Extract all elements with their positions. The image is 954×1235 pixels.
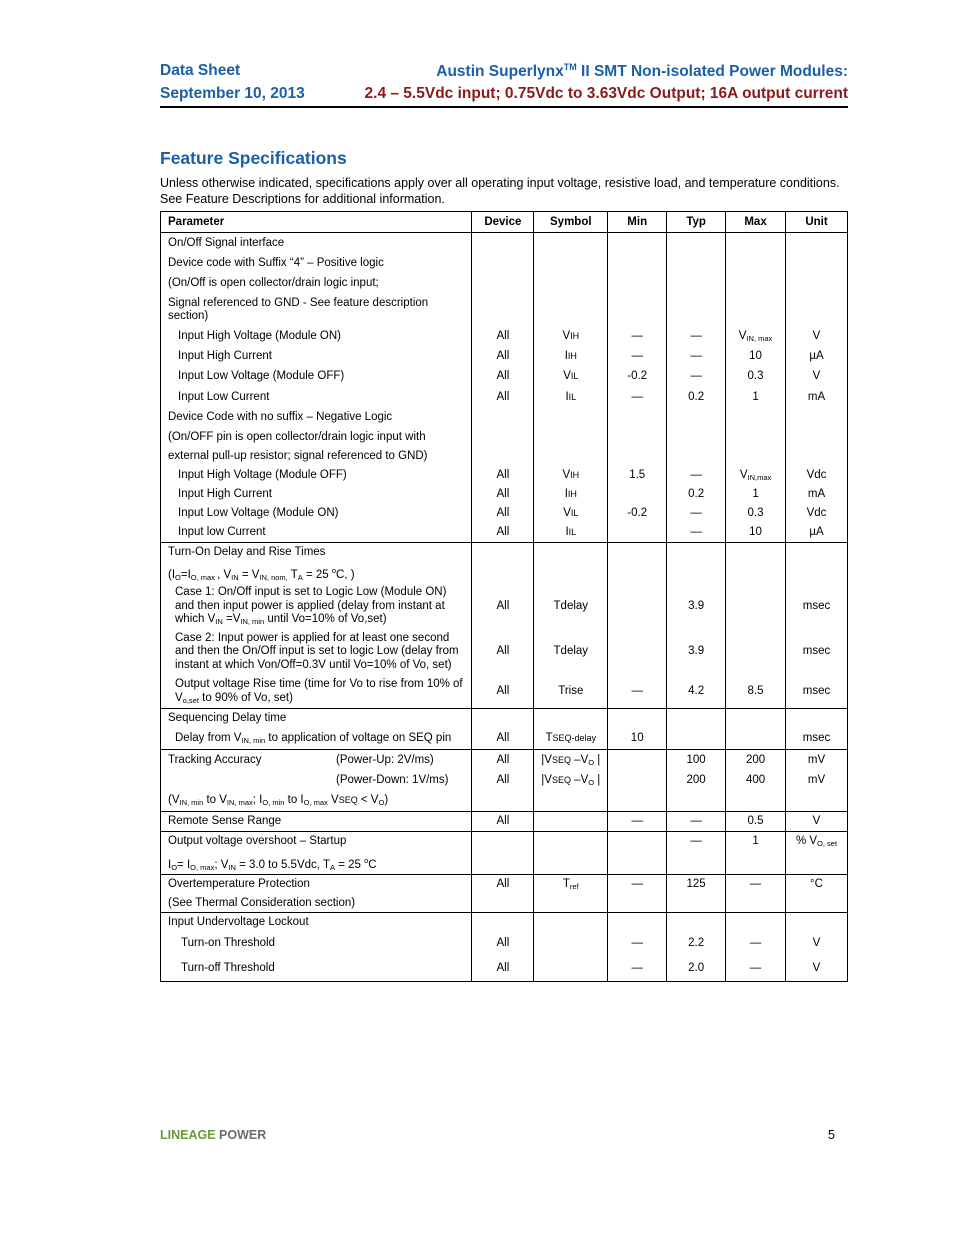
table-row <box>161 294 848 327</box>
tracking-title: Tracking Accuracy <box>168 753 262 766</box>
device-cell: All <box>472 875 534 895</box>
device-cell: All <box>472 750 534 771</box>
param-cell: Input Low Voltage (Module ON) <box>161 504 472 523</box>
table-row <box>161 523 848 542</box>
device-cell: All <box>472 629 534 675</box>
typ-cell: — <box>667 504 726 523</box>
max-cell: 1 <box>726 486 786 504</box>
table-row <box>161 542 848 562</box>
symbol-cell: |VSEQ –VO | <box>534 771 608 791</box>
param-cell: Output voltage Rise time (time for Vo to rise from 10% of Vo,set to 90% of Vo, set) <box>161 675 472 709</box>
table-row <box>161 750 848 771</box>
param-cell: Delay from VIN, min to application of voltage on SEQ pin <box>161 729 472 750</box>
symbol-cell: VIL <box>534 367 608 388</box>
table-row <box>161 428 848 448</box>
min-cell: 10 <box>608 729 667 750</box>
param-cell: Turn-on Threshold <box>161 933 472 956</box>
brand-power: POWER <box>219 1128 267 1142</box>
unit-cell: V <box>786 367 848 388</box>
param-cell: Input Low Voltage (Module OFF) <box>161 367 472 388</box>
max-cell: 0.5 <box>726 812 786 832</box>
table-row <box>161 388 848 408</box>
min-cell: — <box>608 388 667 408</box>
table-row <box>161 254 848 274</box>
table-row <box>161 791 848 812</box>
min-cell: — <box>608 327 667 347</box>
max-cell: 400 <box>726 771 786 791</box>
product-subtitle: II SMT Non-isolated Power Modules: <box>576 63 848 81</box>
unit-cell: mV <box>786 750 848 771</box>
symbol-cell: IIL <box>534 523 608 542</box>
device-cell: All <box>472 956 534 982</box>
min-cell <box>608 486 667 504</box>
product-title <box>436 62 848 81</box>
unit-cell: V <box>786 327 848 347</box>
unit-cell: Vdc <box>786 504 848 523</box>
device-cell: All <box>472 327 534 347</box>
typ-cell: 200 <box>667 771 726 791</box>
max-cell: 8.5 <box>726 675 786 709</box>
device-cell: All <box>472 486 534 504</box>
device-cell: All <box>472 347 534 367</box>
param-cell: Input High Voltage (Module ON) <box>161 327 472 347</box>
param-cell: Input High Voltage (Module OFF) <box>161 465 472 486</box>
param-cell: (IO=IO, max , VIN = VIN, nom, TA = 25 $^o$C, ) <box>161 562 472 584</box>
param-cell: Input Undervoltage Lockout <box>161 913 472 933</box>
spec-line: 2.4 – 5.5Vdc input; 0.75Vdc to 3.63Vdc Output; 16A output current <box>364 85 848 102</box>
device-cell: All <box>472 771 534 791</box>
symbol-cell: TSEQ-delay <box>534 729 608 750</box>
table-row <box>161 367 848 388</box>
symbol-cell: VIH <box>534 465 608 486</box>
table-row <box>161 875 848 895</box>
min-cell: — <box>608 933 667 956</box>
param-cell: Turn-On Delay and Rise Times <box>161 542 472 562</box>
typ-cell: 125 <box>667 875 726 895</box>
typ-cell: 2.0 <box>667 956 726 982</box>
table-row <box>161 956 848 982</box>
param-cell: On/Off Signal interface <box>161 233 472 254</box>
typ-cell: 100 <box>667 750 726 771</box>
unit-cell: V <box>786 812 848 832</box>
min-cell: — <box>608 347 667 367</box>
tracking-up: (Power-Up: 2V/ms) <box>336 753 434 766</box>
unit-cell: % VO, set <box>786 832 848 852</box>
doc-date: September 10, 2013 <box>160 85 305 102</box>
typ-cell: 0.2 <box>667 388 726 408</box>
rise-text-end: to 90% of Vo, set) <box>198 691 293 704</box>
max-cell: 10 <box>726 347 786 367</box>
table-header <box>161 212 848 233</box>
table-row <box>161 562 848 584</box>
device-cell: All <box>472 675 534 709</box>
product-name: Austin Superlynx <box>436 63 564 81</box>
typ-cell: 3.9 <box>667 629 726 675</box>
max-cell: 10 <box>726 523 786 542</box>
max-cell: 1 <box>726 832 786 852</box>
param-cell: (See Thermal Consideration section) <box>161 895 472 913</box>
symbol-cell: |VSEQ –VO | <box>534 750 608 771</box>
brand-lineage: LINEAGE <box>160 1128 216 1142</box>
unit-cell: msec <box>786 729 848 750</box>
table-row <box>161 486 848 504</box>
param-cell: Device Code with no suffix – Negative Logic <box>161 408 472 428</box>
col-typ: Typ <box>667 212 726 233</box>
max-cell: 0.3 <box>726 504 786 523</box>
trademark: TM <box>563 62 577 72</box>
unit-cell: °C <box>786 875 848 895</box>
symbol-cell: IIH <box>534 347 608 367</box>
device-cell: All <box>472 367 534 388</box>
table-row <box>161 408 848 428</box>
device-cell: All <box>472 388 534 408</box>
table-row <box>161 233 848 254</box>
min-cell <box>608 523 667 542</box>
typ-cell: 3.9 <box>667 584 726 629</box>
param-cell: Input High Current <box>161 486 472 504</box>
unit-cell: mA <box>786 388 848 408</box>
tracking-down: (Power-Down: 1V/ms) <box>336 773 449 786</box>
unit-cell: µA <box>786 347 848 367</box>
header-row-2 <box>160 85 848 103</box>
unit-cell: Vdc <box>786 465 848 486</box>
footer-brand-logo <box>160 1128 266 1142</box>
typ-cell: 2.2 <box>667 933 726 956</box>
device-cell: All <box>472 812 534 832</box>
table-row <box>161 584 848 629</box>
table-row <box>161 274 848 294</box>
param-cell <box>161 750 472 771</box>
col-device: Device <box>472 212 534 233</box>
col-symbol: Symbol <box>534 212 608 233</box>
unit-cell: mA <box>786 486 848 504</box>
param-cell <box>161 771 472 791</box>
col-unit: Unit <box>786 212 848 233</box>
table-row <box>161 504 848 523</box>
col-min: Min <box>608 212 667 233</box>
symbol-cell: VIH <box>534 327 608 347</box>
typ-cell: 4.2 <box>667 675 726 709</box>
unit-cell: msec <box>786 675 848 709</box>
case1-text: Case 1: On/Off input is set to Logic Low (Module ON) and then input power is applied (delay from instant at which V <box>175 586 447 626</box>
header-row-1 <box>160 62 848 81</box>
max-cell: — <box>726 956 786 982</box>
col-parameter: Parameter <box>161 212 472 233</box>
symbol-cell: Tdelay <box>534 584 608 629</box>
param-cell: Case 2: Input power is applied for at least one second and then the On/Off input is set to logic Low (delay from instant at which Von/Off=0.3V until Vo=10% of Vo, set) <box>161 629 472 675</box>
param-cell: Overtemperature Protection <box>161 875 472 895</box>
min-cell: -0.2 <box>608 504 667 523</box>
table-row <box>161 729 848 750</box>
param-cell: Input Low Current <box>161 388 472 408</box>
table-row <box>161 709 848 729</box>
device-cell: All <box>472 584 534 629</box>
unit-cell: µA <box>786 523 848 542</box>
param-cell: IO= IO, max; VIN = 3.0 to 5.5Vdc, TA = 25 $^o$C <box>161 852 472 875</box>
max-cell: 0.3 <box>726 367 786 388</box>
device-cell: All <box>472 933 534 956</box>
device-cell: All <box>472 504 534 523</box>
rise-text: Output voltage Rise time (time for Vo to rise from 10% of V <box>175 678 463 704</box>
min-cell: — <box>608 812 667 832</box>
param-cell: Input low Current <box>161 523 472 542</box>
param-cell: Remote Sense Range <box>161 812 472 832</box>
param-cell: Input High Current <box>161 347 472 367</box>
table-row <box>161 832 848 852</box>
min-cell: — <box>608 675 667 709</box>
max-cell: 1 <box>726 388 786 408</box>
typ-cell: — <box>667 523 726 542</box>
typ-cell: — <box>667 347 726 367</box>
typ-cell: — <box>667 812 726 832</box>
symbol-cell: Tref <box>534 875 608 895</box>
max-cell: VIN,max <box>726 465 786 486</box>
symbol-cell: VIL <box>534 504 608 523</box>
unit-cell: msec <box>786 629 848 675</box>
table-row <box>161 933 848 956</box>
table-row <box>161 465 848 486</box>
max-cell: VIN, max <box>726 327 786 347</box>
symbol-cell: IIH <box>534 486 608 504</box>
param-cell: Device code with Suffix “4” – Positive logic <box>161 254 472 274</box>
col-max: Max <box>726 212 786 233</box>
table-row <box>161 895 848 913</box>
section-title: Feature Specifications <box>160 148 347 168</box>
table-row <box>161 629 848 675</box>
typ-cell: — <box>667 367 726 388</box>
section-intro: Unless otherwise indicated, specifications apply over all operating input voltage, resistive load, and temperature conditions. See Feature Descriptions for additional information. <box>160 176 840 206</box>
table-row <box>161 448 848 466</box>
unit-cell: mV <box>786 771 848 791</box>
min-cell: -0.2 <box>608 367 667 388</box>
param-cell: (VIN, min to VIN, max; IO, min to IO, max VSEQ < VO) <box>161 791 472 812</box>
param-cell: Turn-off Threshold <box>161 956 472 982</box>
unit-cell: V <box>786 933 848 956</box>
unit-cell: V <box>786 956 848 982</box>
table-row <box>161 913 848 933</box>
table-row <box>161 347 848 367</box>
max-cell: — <box>726 933 786 956</box>
table-row <box>161 327 848 347</box>
min-cell: 1.5 <box>608 465 667 486</box>
unit-cell: msec <box>786 584 848 629</box>
param-cell: Signal referenced to GND - See feature description section) <box>161 294 472 327</box>
case1-text-end: until Vo=10% of Vo,set) <box>264 613 387 626</box>
max-cell: — <box>726 875 786 895</box>
table-row <box>161 852 848 875</box>
device-cell: All <box>472 729 534 750</box>
param-cell: (On/OFF pin is open collector/drain logic input with <box>161 428 472 448</box>
param-cell: Output voltage overshoot – Startup <box>161 832 472 852</box>
table-row <box>161 812 848 832</box>
doc-type: Data Sheet <box>160 62 241 79</box>
param-cell: Sequencing Delay time <box>161 709 472 729</box>
feature-spec-table <box>160 211 848 982</box>
symbol-cell: Trise <box>534 675 608 709</box>
symbol-cell: IIL <box>534 388 608 408</box>
max-cell: 200 <box>726 750 786 771</box>
header-rule <box>160 106 848 108</box>
min-cell: — <box>608 875 667 895</box>
page-number: 5 <box>828 1128 835 1142</box>
seq-text: Delay from V <box>175 732 242 745</box>
param-cell: Case 1: On/Off input is set to Logic Low (Module ON) and then input power is applied (delay from instant at which VIN =VIN, min until Vo=10% of Vo,set) <box>161 584 472 629</box>
table-row <box>161 675 848 709</box>
symbol-cell: Tdelay <box>534 629 608 675</box>
min-cell: — <box>608 956 667 982</box>
typ-cell: 0.2 <box>667 486 726 504</box>
typ-cell: — <box>667 832 726 852</box>
device-cell: All <box>472 465 534 486</box>
typ-cell: — <box>667 465 726 486</box>
param-cell: (On/Off is open collector/drain logic input; <box>161 274 472 294</box>
param-cell: external pull-up resistor; signal referenced to GND) <box>161 448 472 466</box>
device-cell: All <box>472 523 534 542</box>
table-row <box>161 771 848 791</box>
seq-text-end: to application of voltage on SEQ pin <box>265 732 452 745</box>
typ-cell: — <box>667 327 726 347</box>
